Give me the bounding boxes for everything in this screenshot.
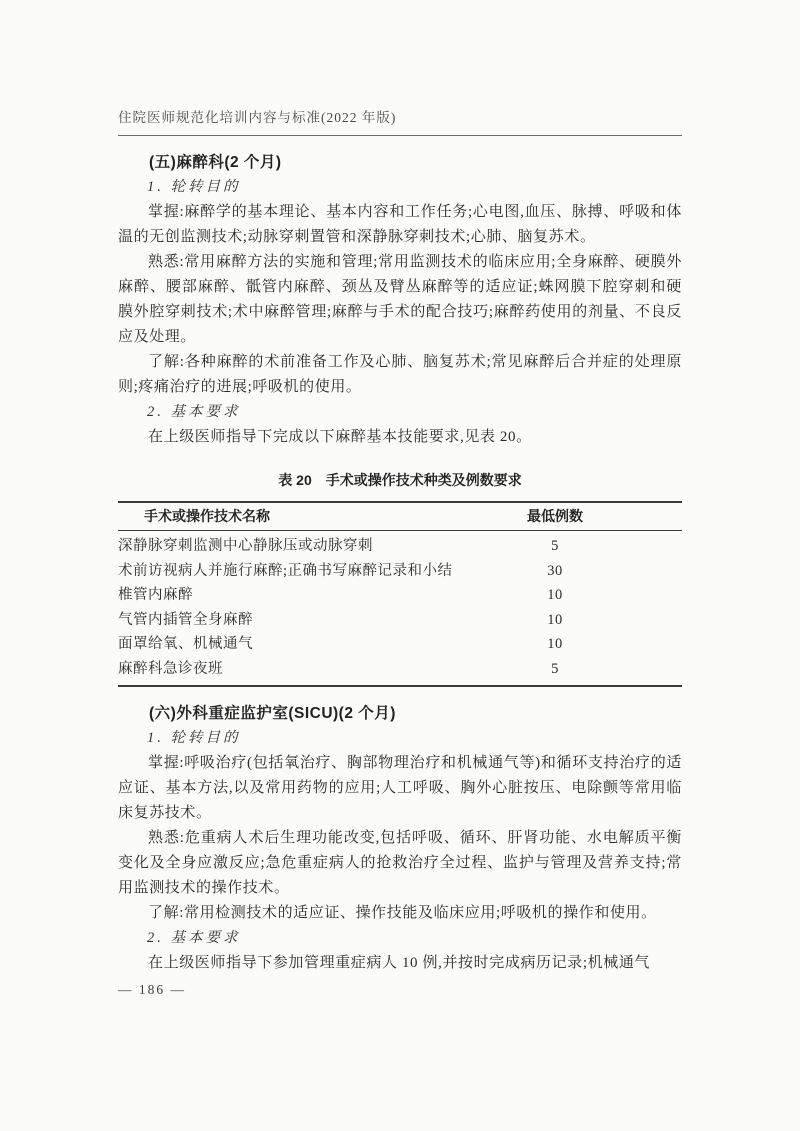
paragraph-requirements-intro-2: 在上级医师指导下参加管理重症病人 10 例,并按时完成病历记录;机械通气 — [148, 955, 651, 971]
paragraph-familiar-2: 熟悉:危重病人术后生理功能改变,包括呼吸、循环、肝肾功能、水电解质平衡变化及全身应激反应;急危重症病人的抢救治疗全过程、监护与管理及营养支持;常用监测技术的操作技术。 — [118, 830, 682, 896]
paragraph-understand-2: 了解:常用检测技术的适应证、操作技能及临床应用;呼吸机的操作和使用。 — [148, 905, 657, 921]
table-row — [118, 559, 682, 584]
section-title-anesthesiology: (五)麻醉科(2 个月) — [149, 154, 282, 171]
minimum-cases-cell: 10 — [547, 636, 563, 652]
table-caption: 表 20 手术或操作技术种类及例数要求 — [278, 472, 522, 488]
procedure-name-cell: 深静脉穿刺监测中心静脉压或动脉穿刺 — [118, 538, 373, 554]
section-title-sicu: (六)外科重症监护室(SICU)(2 个月) — [149, 705, 396, 722]
table-row — [118, 632, 682, 657]
page-number: — 186 — — [118, 982, 186, 997]
page-content — [118, 0, 682, 998]
header-rule — [118, 135, 682, 136]
paragraph-master-2: 掌握:呼吸治疗(包括氧治疗、胸部物理治疗和机械通气等)和循环支持治疗的适应证、基本方法,以及常用药物的应用;人工呼吸、胸外心脏按压、电除颤等常用临床复苏技术。 — [118, 755, 682, 821]
column-header-minimum-cases: 最低例数 — [527, 508, 583, 524]
subheading-rotation-purpose-2: 1. 轮转目的 — [147, 730, 241, 746]
paragraph-master-1: 掌握:麻醉学的基本理论、基本内容和工作任务;心电图,血压、脉搏、呼吸和体温的无创监测技术;动脉穿刺置管和深静脉穿刺技术;心肺、脑复苏术。 — [118, 204, 682, 245]
paragraph-requirements-intro: 在上级医师指导下完成以下麻醉基本技能要求,见表 20。 — [148, 429, 532, 445]
subheading-basic-requirements-2: 2. 基本要求 — [147, 930, 241, 946]
table-row — [118, 534, 682, 559]
minimum-cases-cell: 10 — [547, 587, 563, 603]
paragraph-familiar-1: 熟悉:常用麻醉方法的实施和管理;常用监测技术的临床应用;全身麻醉、硬膜外麻醉、腰部麻醉、骶管内麻醉、颈丛及臂丛麻醉等的适应证;蛛网膜下腔穿刺和硬膜外腔穿刺技术;术中麻醉管理;麻醉与手术的配合技巧;麻醉药使用的剂量、不良反应及处理。 — [118, 254, 682, 345]
paragraph-understand-1: 了解:各种麻醉的术前准备工作及心肺、脑复苏术;常见麻醉后合并症的处理原则;疼痛治疗的进展;呼吸机的使用。 — [118, 354, 682, 395]
procedure-name-cell: 麻醉科急诊夜班 — [118, 660, 223, 677]
procedure-name-cell: 气管内插管全身麻醉 — [118, 611, 253, 628]
table-row — [118, 608, 682, 633]
running-header — [118, 0, 682, 136]
table-20 — [118, 501, 682, 687]
procedure-name-cell: 术前访视病人并施行麻醉;正确书写麻醉记录和小结 — [118, 562, 453, 579]
subheading-basic-requirements-1: 2. 基本要求 — [147, 404, 241, 420]
minimum-cases-cell: 5 — [551, 660, 559, 677]
minimum-cases-cell: 10 — [547, 611, 563, 628]
minimum-cases-cell: 5 — [551, 538, 559, 554]
subheading-rotation-purpose-1: 1. 轮转目的 — [147, 179, 241, 195]
column-header-procedure-name: 手术或操作技术名称 — [144, 508, 270, 524]
procedure-name-cell: 面罩给氧、机械通气 — [118, 636, 253, 652]
table-body — [118, 531, 682, 685]
running-header-title: 住院医师规范化培训内容与标准(2022 年版) — [118, 110, 397, 125]
procedure-name-cell: 椎管内麻醉 — [118, 587, 193, 603]
minimum-cases-cell: 30 — [547, 562, 563, 579]
table-row — [118, 583, 682, 608]
table-row — [118, 657, 682, 682]
table-header-row — [118, 503, 682, 531]
